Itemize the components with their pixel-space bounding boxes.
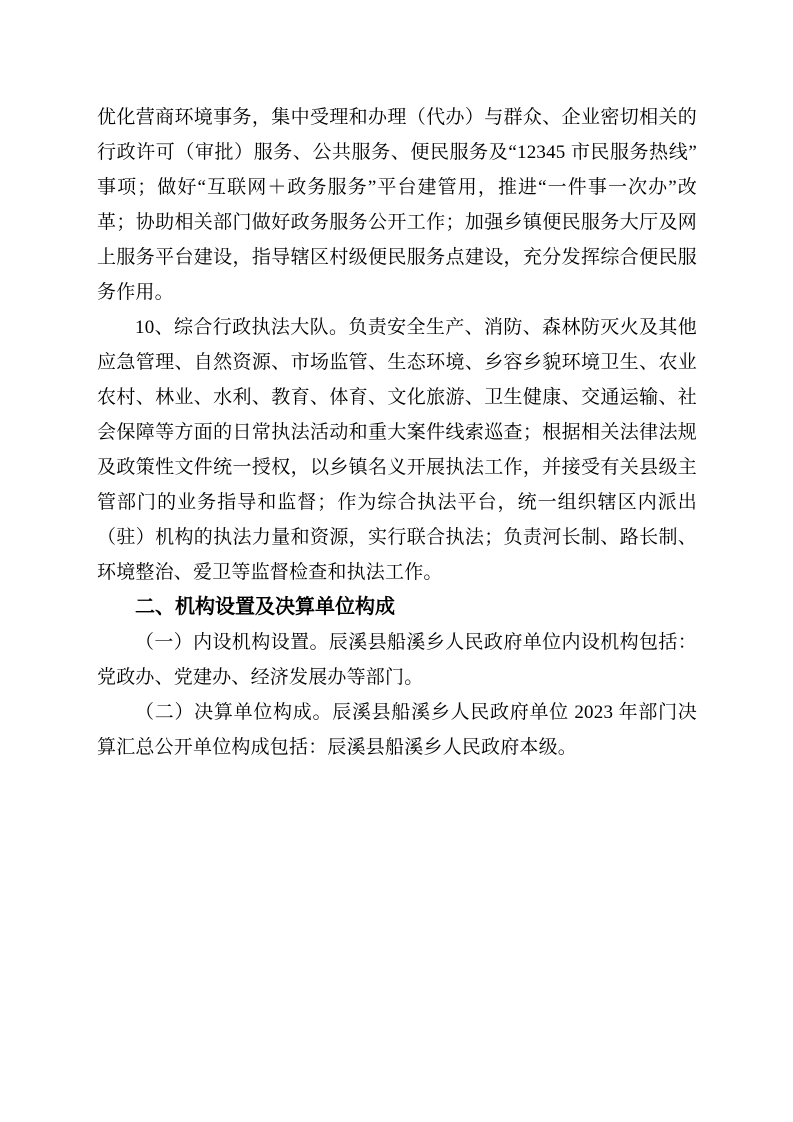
document-content [97,100,697,765]
section-heading: 二、机构设置及决算单位构成 [135,596,395,618]
body-paragraph: （二）决算单位构成。辰溪县船溪乡人民政府单位 2023 年部门决算汇总公开单位构成包括：辰溪县船溪乡人民政府本级。 [97,702,697,758]
body-paragraph: 优化营商环境事务，集中受理和办理（代办）与群众、企业密切相关的行政许可（审批）服务、公共服务、便民服务及“12345 市民服务热线”事项；做好“互联网＋政务服务”平台建管用，推进“一件事一次办”改革；协助相关部门做好政务服务公开工作；加强乡镇便民服务大厅及网上服务平台建设，指导辖区村级便民服务点建设，充分发挥综合便民服务作用。 [97,107,697,303]
body-paragraph: 10、综合行政执法大队。负责安全生产、消防、森林防灭火及其他应急管理、自然资源、市场监管、生态环境、乡容乡貌环境卫生、农业农村、林业、水利、教育、体育、文化旅游、卫生健康、交通运输、社会保障等方面的日常执法活动和重大案件线索巡查；根据相关法律法规及政策性文件统一授权，以乡镇名义开展执法工作，并接受有关县级主管部门的业务指导和监督；作为综合执法平台，统一组织辖区内派出（驻）机构的执法力量和资源，实行联合执法；负责河长制、路长制、环境整治、爱卫等监督检查和执法工作。 [97,317,697,583]
body-paragraph: （一）内设机构设置。辰溪县船溪乡人民政府单位内设机构包括：党政办、党建办、经济发展办等部门。 [97,632,697,688]
